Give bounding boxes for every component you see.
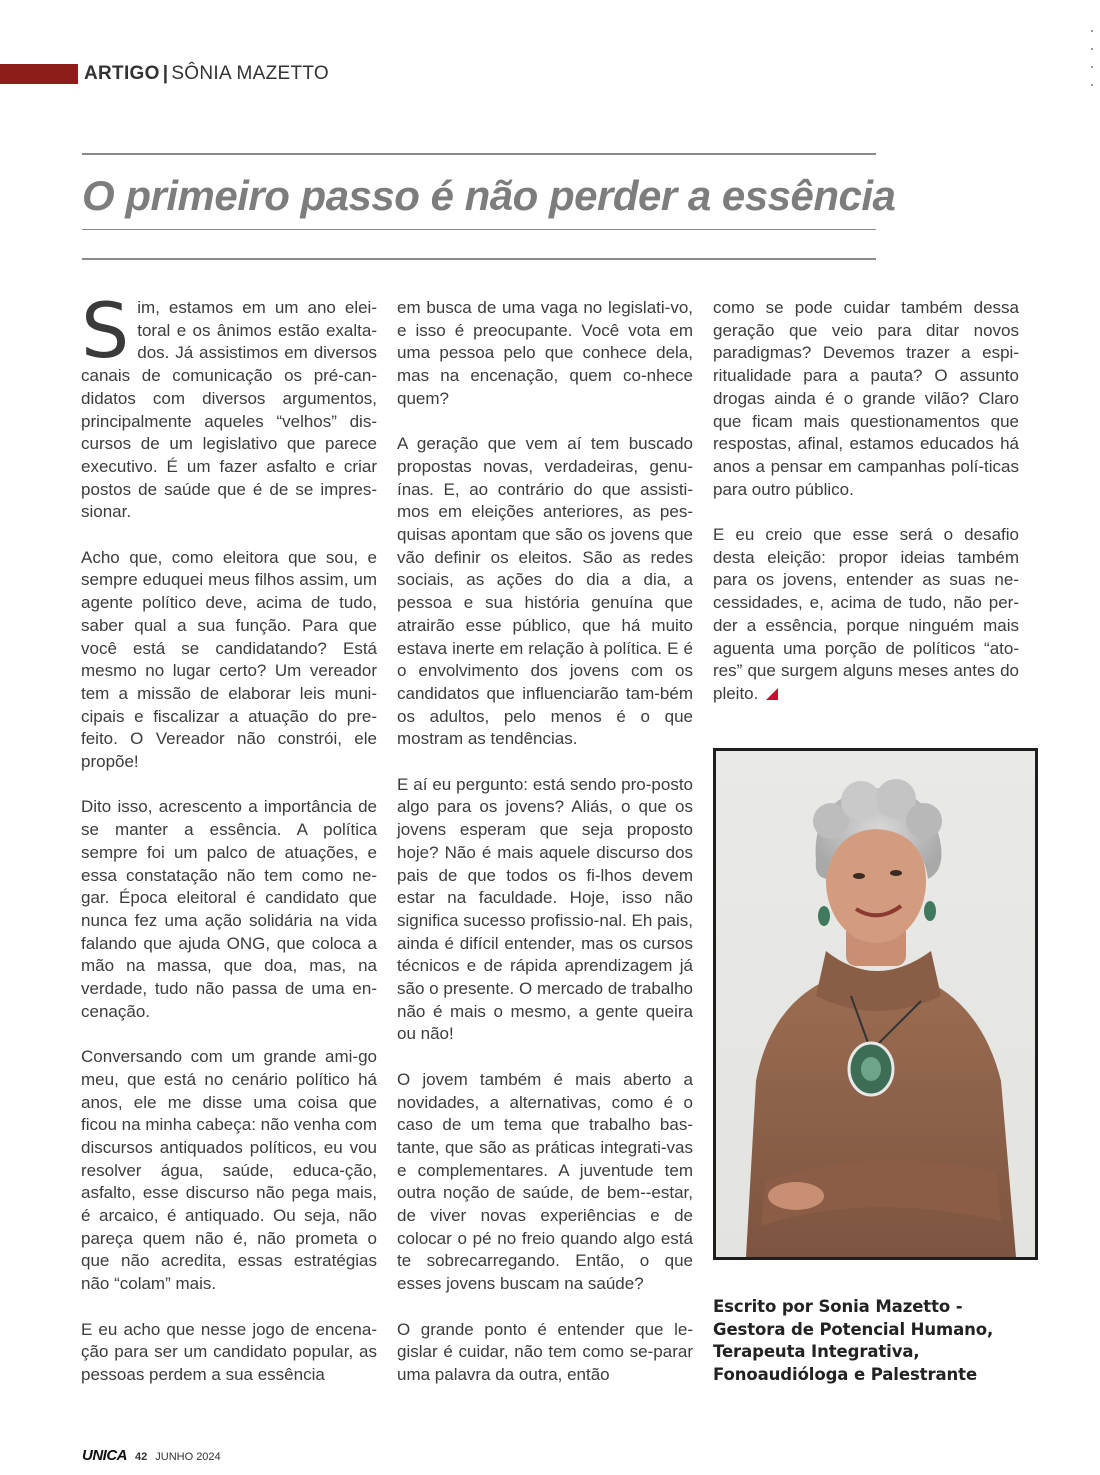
paragraph: O grande ponto é entender que le-gislar é cuidar, não tem como se-parar uma palavra da outra, então [397, 1319, 693, 1384]
section-accent-bar [0, 64, 78, 84]
paragraph: Conversando com um grande ami-go meu, que está no cenário político há anos, ele me disse uma coisa que ficou na minha cabeça: não venha com discursos antiquados políticos, eu vou resolver água, saúde, educa-ção, asfalto, esse discurso não pega mais, é arcaico, é antiquado. Ou seja, não pareça quem não é, não prometa o que não acredita, essas estratégias não “colam” mais. [81, 1047, 377, 1294]
issue-date: JUNHO 2024 [155, 1451, 221, 1463]
headline-underline [82, 229, 876, 230]
crop-marks [1091, 30, 1094, 102]
article-headline: O primeiro passo é não perder a essência [82, 172, 896, 219]
paragraph: E aí eu pergunto: está sendo pro-posto algo para os jovens? Aliás, o que os jovens esperam que seja proposto hoje? Não é mais aquele discurso dos pais de que todos os fi-lhos devem estar na faculdade. Hoje, isso não significa sucesso profissio-nal. Eh pais, ainda é difícil entender, mas os cursos técnicos e de rápida aprendizagem já são o presente. O mercado de trabalho não é mais o mesmo, a gente queira ou não! [397, 774, 693, 1044]
header-separator: | [162, 63, 169, 84]
paragraph: E eu creio que esse será o desafio desta eleição: propor ideias também para os jovens, entender as suas ne-cessidades, e, acima de tudo, não per-der a essência, porque ninguém mais aguenta uma porção de políticos “ato-res” que surgem alguns meses antes do pleito. [713, 525, 1019, 703]
page-number: 42 [135, 1451, 148, 1463]
article-column-2 [397, 297, 693, 1409]
paragraph: E eu acho que nesse jogo de encena-ção para ser um candidato popular, as pessoas perdem a sua essência [81, 1319, 377, 1384]
page-footer [82, 1447, 221, 1464]
paragraph: Sim, estamos em um ano elei-toral e os ânimos estão exalta-dos. Já assistimos em diversos canais de comunicação os pré-can-didatos com diversos argumentos, principalmente aqueles “velhos” dis-cursos de um legislativo que parece executivo. É um fazer asfalto e criar postos de saúde que é de se impres-sionar. [81, 286, 377, 522]
author-photo [716, 751, 1035, 1257]
article-column-1 [81, 286, 377, 1409]
author-portrait-illustration [716, 751, 1035, 1257]
headline-rule-top [82, 153, 876, 155]
paragraph: Dito isso, acrescento a importância de se manter a essência. A política sempre foi um palco de atuações, e essa constatação não tem como ne-gar. Época eleitoral é candidato que nunca fez uma ação solidária na vida falando que ajuda ONG, que coloca a mão na massa, que doa, mas, na verdade, tudo não passa de uma en-cenação. [81, 797, 377, 1021]
section-label: ARTIGO [84, 63, 160, 84]
author-photo-frame [713, 748, 1038, 1260]
paragraph: Acho que, como eleitora que sou, e sempre eduquei meus filhos assim, um agente político deve, acima de tudo, saber qual a sua função. Para que você está se candidatando? Está mesmo no lugar certo? Um vereador tem a missão de elaborar leis muni-cipais e fiscalizar a atuação do pre-feito. O Vereador não constrói, ele propõe! [81, 547, 377, 772]
header-author: SÔNIA MAZETTO [171, 63, 329, 84]
headline-rule-bottom [82, 258, 876, 260]
end-of-article-icon [766, 688, 778, 700]
photo-caption: Escrito por Sonia Mazetto - Gestora de Potencial Humano, Terapeuta Integrativa, Fonoaudióloga e Palestrante [713, 1297, 994, 1384]
article-column-3 [713, 297, 1019, 728]
drop-cap: S [81, 286, 130, 375]
paragraph: em busca de uma vaga no legislati-vo, e isso é preocupante. Você vota em uma pessoa pelo que conhece dela, mas na encenação, quem co-nhece quem? [397, 298, 693, 408]
magazine-logo: UNICA [82, 1447, 127, 1464]
paragraph: A geração que vem aí tem buscado propostas novas, verdadeiras, genu-ínas. E, ao contrário do que assisti-mos em eleições anteriores, as pes-quisas apontam que são os jovens que vão definir os eleitos. São as redes sociais, as ações do dia a dia, a pessoa e sua história genuína que atrairão esse público, que há muito estava inerte em relação à política. E é o envolvimento dos jovens com os candidatos que influenciarão tam-bém os adultos, pelo menos é o que mostram as tendências. [397, 434, 693, 749]
paragraph: como se pode cuidar também dessa geração que veio para ditar novos paradigmas? Devemos trazer a espi-ritualidade para a pauta? O assunto drogas ainda é o grande vilão? Claro que ficam mais questionamentos que respostas, afinal, estamos educados há anos a pensar em campanhas polí-ticas para outro público. [713, 298, 1019, 499]
paragraph: O jovem também é mais aberto a novidades, a alternativas, como é o caso de um tema que trabalho bas-tante, que são as práticas integrati-vas e complementares. A juventude tem outra noção de saúde, de bem--estar, de viver novas experiências e de colocar o pé no freio quando algo está te sobrecarregando. Então, o que esses jovens buscam na saúde? [397, 1069, 693, 1294]
section-header [84, 63, 329, 85]
